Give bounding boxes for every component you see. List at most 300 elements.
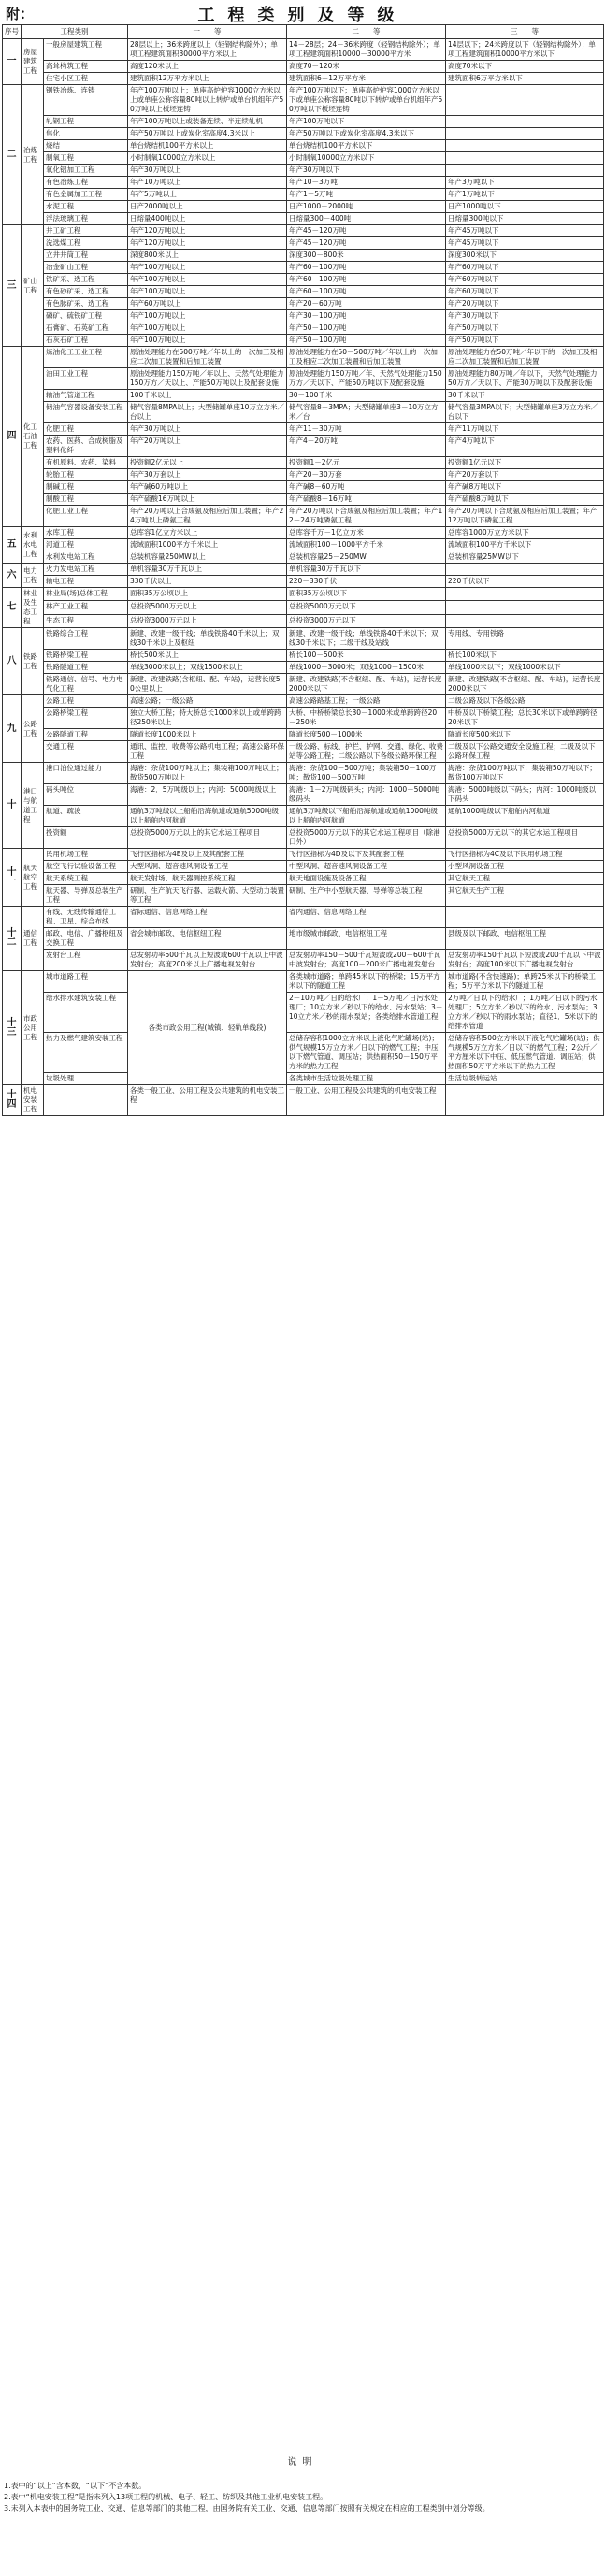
grade1-cell: 原油处理能力在500万吨／年以上的一次加工及相应二次加工装置和后加工装置 [128,347,287,368]
project-name: 城市道路工程 [44,971,128,993]
header [0,0,605,26]
table-row [3,741,604,763]
table-row [3,551,604,564]
table-row [3,298,604,310]
table-row [3,1085,604,1116]
project-name: 水库工程 [44,527,128,539]
table-row [3,827,604,849]
grade2-cell: 建筑面积6－12万平方米 [287,73,446,85]
grade1-cell: 研制、生产航天飞行器、运载火箭、大型动力装置等工程 [128,885,287,907]
table-row [3,1073,604,1085]
project-name: 火力发电站工程 [44,564,128,576]
grade3-cell: 通航1000吨级以下船舶内河航道 [446,806,604,827]
grade2-cell: 年产20－60万吨 [287,298,446,310]
grade3-cell: 年产硫酸8万吨以下 [446,494,604,506]
grade1-cell: 年产5万吨以上 [128,189,287,201]
grade2-cell: 日熔量300－400吨 [287,213,446,225]
grade3-cell: 高度70米以下 [446,61,604,73]
grade2-cell: 隧道长度500－1000米 [287,729,446,741]
table-row [3,650,604,662]
grade1-cell: 年产100万吨以上 [128,335,287,347]
table-row [3,784,604,806]
group-number: 一 [3,39,22,85]
table-header-row [3,25,604,39]
grade3-cell: 总投资5000万元以下的其它水运工程项目 [446,827,604,849]
table-row [3,237,604,250]
grade2-cell: 大桥、中桥桥梁总长30－1000米或单跨跨径20－250米 [287,708,446,729]
classification-table [2,24,604,1116]
table-row [3,262,604,274]
table-row [3,469,604,481]
grade1-cell: 新建、改建铁路(含枢纽、配、车站)，运营长度50公里以上 [128,674,287,695]
grade3-cell: 其它航天工程 [446,873,604,885]
page-title: 工程类别及等级 [197,6,408,25]
table-row [3,950,604,971]
group-number: 三 [3,225,22,347]
project-name: 航天器、导弹及总装生产工程 [44,885,128,907]
grade2-cell: 年产60－100万吨 [287,286,446,298]
project-name: 铁路隧道工程 [44,662,128,674]
grade2-cell: 原油处理能力在50－500万吨／年以上的一次加工及相应二次加工装置和后加工装置 [287,347,446,368]
grade2-cell: 年产20－30万套 [287,469,446,481]
grade1-cell: 日产2000吨以上 [128,201,287,213]
project-name: 储油气容器设备安装工程 [44,402,128,423]
grade2-cell: 各类城市生活垃圾处理工程 [287,1073,446,1085]
category-label: 化工石油工程 [22,347,44,527]
grade2-cell: 总发射功率150－500千瓦短波或200－600千瓦中波发射台；高度100－200米广播电视发射台 [287,950,446,971]
grade2-cell: 高速公路路基工程；一级公路 [287,695,446,708]
table-row [3,152,604,165]
grade1-cell: 年产100万吨以上 [128,322,287,335]
group-number: 十二 [3,907,22,971]
appendix-label: 附： [6,6,35,22]
grade3-cell: 海港：5000吨级以下码头；内河：1000吨级以下码头 [446,784,604,806]
grade2-cell: 日产1000－2000吨 [287,201,446,213]
grade1-cell: 总装机容量250MW以上 [128,551,287,564]
project-name: 焦化 [44,128,128,140]
table-row [3,189,604,201]
table-row [3,310,604,322]
grade3-cell: 隧道长度500米以下 [446,729,604,741]
grade1-cell: 省际通信、信息网络工程 [128,907,287,928]
grade2-cell: 单台烧结机100平方米以下 [287,140,446,152]
grade2-cell: 年产1－5万吨 [287,189,446,201]
grade3-cell: 深度300米以下 [446,250,604,262]
grade3-cell: 14层以下；24米跨度以下（轻钢结构除外）；单项工程建筑面积10000平方米以下 [446,39,604,61]
col-header-grade3: 三 等 [446,25,604,39]
table-row [3,873,604,885]
grade1-cell: 高度120米以上 [128,61,287,73]
grade1-cell: 总投资5000万元以上的其它水运工程项目 [128,827,287,849]
grade2-cell: 总投资5000万元以下的其它水运工程项目（除港口外） [287,827,446,849]
grade3-cell: 年产50万吨以下 [446,335,604,347]
project-name: 制碱工程 [44,481,128,494]
grade3-cell [446,601,604,614]
table-row [3,708,604,729]
grade1-cell: 年产100万吨以上 [128,274,287,286]
project-name: 氧化铝加工工程 [44,165,128,177]
grade3-cell [446,85,604,116]
category-label: 矿山工程 [22,225,44,347]
group-number: 六 [3,564,22,588]
grade2-cell: 30－100千米 [287,390,446,402]
grade3-cell: 原油处理能力80万吨／年以下，天然气处理能力50万方／天以下、产能30万吨以下及配套设施 [446,368,604,390]
project-name: 投资额 [44,827,128,849]
col-header-category: 工程类别 [22,25,128,39]
table-row [3,436,604,457]
grade2-cell: 面积35万公顷以下 [287,588,446,601]
grade2-cell: 海港：1－2万吨级码头；内河：1000－5000吨级码头 [287,784,446,806]
grade3-cell: 建筑面积6万平方米以下 [446,73,604,85]
grade3-cell: 总装机容量25MW以下 [446,551,604,564]
grade3-cell: 新建、改建铁路(不含枢纽、配、车站)，运营长度2000米以下 [446,674,604,695]
table-row [3,335,604,347]
grade2-cell: 地市级城市邮政、电信枢纽工程 [287,928,446,950]
project-name: 铁路桥梁工程 [44,650,128,662]
grade2-cell: 年产30万吨以下 [287,165,446,177]
grade3-cell: 小型风洞设备工程 [446,861,604,873]
grade3-cell: 海港：杂货100万吨以下；集装箱50万吨以下；散货100万吨以下 [446,763,604,784]
grade3-cell: 日产1000吨以下 [446,201,604,213]
grade2-cell: 深度300－800米 [287,250,446,262]
project-name: 轮胎工程 [44,469,128,481]
grade2-cell: 海港：杂货100－500万吨；集装箱50－100万吨；散货100－500万吨 [287,763,446,784]
project-name: 航道、疏浚 [44,806,128,827]
grade2-cell: 年产45－120万吨 [287,237,446,250]
grade1-cell: 海港：2．5万吨级以上；内河：5000吨级以上 [128,784,287,806]
note-item: 2.表中“机电安装工程”是指未列入13项工程的机械、电子、轻工、纺织及其他工业机电安装工程。 [4,2493,328,2501]
category-label: 通信工程 [22,907,44,971]
group-number: 十 [3,763,22,849]
grade2-cell: 总装机容量25－250MW [287,551,446,564]
table-row [3,539,604,551]
project-name: 有色冶炼工程 [44,177,128,189]
grade1-cell: 隧道长度1000米以上 [128,729,287,741]
grade2-cell: 年产30－100万吨 [287,310,446,322]
project-name: 井工矿工程 [44,225,128,237]
grade2-cell: 高度70－120米 [287,61,446,73]
grade3-cell [446,140,604,152]
notes-section [0,2454,605,2514]
project-name: 有色砂矿采、选工程 [44,286,128,298]
grade3-cell: 220千伏以下 [446,576,604,588]
table-row [3,402,604,423]
table-row [3,564,604,576]
grade1-cell: 年产100万吨以上 [128,262,287,274]
grade1-cell: 年产硫酸16万吨以上 [128,494,287,506]
grade3-cell: 总发射功率150千瓦以下短波或200千瓦以下中波发射台；高度100米以下广播电视发射台 [446,950,604,971]
grade1-cell: 日熔量400吨以上 [128,213,287,225]
grade3-cell: 总库容1000万立方米以下 [446,527,604,539]
project-name: 化肥工业工程 [44,506,128,527]
grade3-cell [446,907,604,928]
group-number: 二 [3,85,22,225]
grade1-cell: 面积35万公顷以上 [128,588,287,601]
grade1-cell: 年产30万吨以上 [128,165,287,177]
grade3-cell [446,614,604,627]
grade1-cell: 总投资5000万元以上 [128,601,287,614]
grade3-cell [446,116,604,128]
grade1-cell: 年产100万吨以上 [128,286,287,298]
grade3-cell: 县级及以下邮政、电信枢纽工程 [446,928,604,950]
group-number: 五 [3,527,22,564]
grade2-cell: 单机容量30万千瓦以下 [287,564,446,576]
grade3-cell: 二级及以下公路交通安全设施工程；二级及以下公路环保工程 [446,741,604,763]
grade3-cell: 年产20万套以下 [446,469,604,481]
project-name: 交通工程 [44,741,128,763]
table-row [3,885,604,907]
project-name: 铁路综合工程 [44,628,128,650]
grade1-cell: 大型风洞、超音速风洞设备工程 [128,861,287,873]
grade3-cell: 总储存容积500立方米以下液化气贮罐场(站)；供气规模5万立方米／日以下的燃气工程；2公斤／平方厘米以下中压、低压燃气管道、调压站；供热面积50万平方米以下的热力工程 [446,1033,604,1073]
table-row [3,729,604,741]
project-name: 有色脉矿采、选工程 [44,298,128,310]
grade2-cell: 一级公路、标线、护栏、护网、交通、绿化、收费站等公路工程；二级公路以下各级公路环保工程 [287,741,446,763]
project-name: 有线、无线传输通信工程、卫星、综合布线 [44,907,128,928]
category-label: 市政公用工程 [22,971,44,1085]
project-name: 钢铁冶炼、连铸 [44,85,128,116]
project-name: 垃圾处理 [44,1073,128,1085]
grade3-cell: 年产60万吨以下 [446,286,604,298]
grade3-cell: 年产3万吨以下 [446,177,604,189]
table-row [3,763,604,784]
table-row [3,993,604,1033]
category-label: 水利水电工程 [22,527,44,564]
project-name: 公路工程 [44,695,128,708]
project-name: 水利发电站工程 [44,551,128,564]
project-name: 磷矿、硫铁矿工程 [44,310,128,322]
grade2-cell: 年产碱8－60万吨 [287,481,446,494]
grade3-cell: 专用线、专用铁路 [446,628,604,650]
project-name: 输电工程 [44,576,128,588]
grade3-cell: 投资额1亿元以下 [446,457,604,469]
grade3-cell: 二级公路及以下各级公路 [446,695,604,708]
grade2-cell: 新建、改建铁路(不含枢纽、配、车站)，运营长度2000米以下 [287,674,446,695]
project-name: 洗选煤工程 [44,237,128,250]
grade3-cell [446,1085,604,1116]
project-name: 生态工程 [44,614,128,627]
grade1-cell: 28层以上；36米跨度以上（轻钢结构除外）；单项工程建筑面积30000平方米以上 [128,39,287,61]
grade3-cell: 年产50万吨以下 [446,322,604,335]
project-name [44,1085,128,1116]
grade3-cell: 年产60万吨以下 [446,262,604,274]
project-name: 石灰石矿工程 [44,335,128,347]
grade1-cell: 各类一般工业、公用工程及公共建筑的机电安装工程 [128,1085,287,1116]
grade1-cell: 年产120万吨以上 [128,225,287,237]
grade2-cell: 投资额1－2亿元 [287,457,446,469]
table-row [3,225,604,237]
table-body [3,39,604,1116]
table-row [3,177,604,189]
grade2-cell: 年产100万吨以下 [287,116,446,128]
grade2-cell: 年产4－20万吨 [287,436,446,457]
table-row [3,213,604,225]
grade1-cell: 新建、改建一级干线；单线铁路40千米以上；双线30千米以上及枢纽 [128,628,287,650]
project-name: 发射台工程 [44,950,128,971]
table-row [3,494,604,506]
grade2-cell: 2－10万吨／日的给水厂；1－5万吨／日污水处理厂；10立方米／秒以下的给水、污水泵站；3－10立方米／秒的雨水泵站；各类给排水管道工程 [287,993,446,1033]
grade3-cell: 年产20万吨以下合成氨及相应后加工装置；年产12万吨以下磷氨工程 [446,506,604,527]
grade1-cell: 年产30万吨以上 [128,423,287,436]
grade2-cell: 年产11－30万吨 [287,423,446,436]
project-name: 林产工业工程 [44,601,128,614]
table-row [3,849,604,861]
grade1-cell: 330千伏以上 [128,576,287,588]
grade3-cell: 桥长100米以下 [446,650,604,662]
table-row [3,695,604,708]
table-row [3,576,604,588]
table-row [3,928,604,950]
grade3-cell: 其它航天生产工程 [446,885,604,907]
grade1-cell: 年产100万吨以上；单座高炉炉容1000立方米以上或单座公称容量80吨以上转炉或单台机组年产50万吨以上板坯连铸 [128,85,287,116]
project-name: 港口泊位通过能力 [44,763,128,784]
project-name: 航天系统工程 [44,873,128,885]
grade2-cell: 220－330千伏 [287,576,446,588]
grade3-cell [446,152,604,165]
grade1-cell: 年产30万套以上 [128,469,287,481]
project-name: 河道工程 [44,539,128,551]
grade1-cell: 桥长500米以上 [128,650,287,662]
project-name: 公路隧道工程 [44,729,128,741]
grade1-cell: 总库容1亿立方米以上 [128,527,287,539]
grade2-cell: 原油处理能力150万吨／年、天然气处理能力150万方／天以下、产能50万吨以下及配套设施 [287,368,446,390]
project-name: 油田工业工程 [44,368,128,390]
group-number: 十四 [3,1085,22,1116]
table-row [3,614,604,627]
grade2-cell: 研制、生产中小型航天器、导弹等总装工程 [287,885,446,907]
grade1-cell: 单台烧结机100平方米以上 [128,140,287,152]
grade3-cell: 年产4万吨以下 [446,436,604,457]
grade1-cell: 年产10万吨以上 [128,177,287,189]
project-name: 高耸构筑工程 [44,61,128,73]
project-name: 码头吨位 [44,784,128,806]
table-row [3,286,604,298]
grade2-cell: 年产50万吨以下或炭化室高度4.3米以下 [287,128,446,140]
project-name: 农药、医药、合成树脂及塑料化纤 [44,436,128,457]
grade2-cell: 年产60－100万吨 [287,262,446,274]
project-name: 公路桥梁工程 [44,708,128,729]
grade1-cell: 独立大桥工程；特大桥总长1000米以上或单跨跨径250米以上 [128,708,287,729]
grade1-cell: 海港：杂货100万吨以上；集装箱100万吨以上；散货500万吨以上 [128,763,287,784]
group-number: 九 [3,695,22,763]
grade1-cell: 深度800米以上 [128,250,287,262]
project-name: 输油气管道工程 [44,390,128,402]
table-row [3,201,604,213]
project-name: 烧结 [44,140,128,152]
grade1-cell: 通航3万吨级以上船舶沿海航道或通航5000吨级以上船舶内河航道 [128,806,287,827]
grade1-cell: 年产碱60万吨以上 [128,481,287,494]
grade2-cell: 总投资5000万元以下 [287,601,446,614]
grade2-cell: 年产45－120万吨 [287,225,446,237]
project-name: 林业局(场)总体工程 [44,588,128,601]
project-name: 制酸工程 [44,494,128,506]
table-row [3,73,604,85]
grade3-cell: 年产45万吨以下 [446,237,604,250]
grade2-cell: 年产20万吨以下合成氨及相应后加工装置；年产12－24万吨磷氨工程 [287,506,446,527]
grade3-cell: 2万吨／日以下的给水厂；1万吨／日以下的污水处理厂；5立方米／秒以下的给水、污水泵站；3立方米／秒以下的雨水泵站；直径1．5米以下的给排水管道 [446,993,604,1033]
grade1-cell: 年产20万吨以上 [128,436,287,457]
grade3-cell: 年产45万吨以下 [446,225,604,237]
table-row [3,140,604,152]
grade3-cell: 中桥及以下桥梁工程；总长30米以下或单跨跨径20米以下 [446,708,604,729]
table-row [3,61,604,73]
table-row [3,907,604,928]
table-row [3,1033,604,1073]
grade3-cell: 生活垃圾转运站 [446,1073,604,1085]
grade2-cell: 省内通信、信息网络工程 [287,907,446,928]
grade3-cell: 储气容量3MPA以下；大型储罐单座3万立方米／台以下 [446,402,604,423]
category-label: 港口与航道工程 [22,763,44,849]
category-label: 公路工程 [22,695,44,763]
grade1-cell: 总发射功率500千瓦以上短波或600千瓦以上中波发射台；高度200米以上广播电视发射台 [128,950,287,971]
col-header-grade2: 二 等 [287,25,446,39]
grade3-cell: 日熔量300吨以下 [446,213,604,225]
grade3-cell: 年产20万吨以下 [446,298,604,310]
project-name: 一般房屋建筑工程 [44,39,128,61]
table-row [3,250,604,262]
grade3-cell: 30千米以下 [446,390,604,402]
project-name: 炼油化工工业工程 [44,347,128,368]
group-number: 八 [3,628,22,695]
grade1-merged: 各类市政公用工程(城镇、轻轨单线段) [128,971,287,1085]
grade1-cell: 高速公路；一级公路 [128,695,287,708]
grade1-cell: 年产100万吨以上或装备连续、半连续轧机 [128,116,287,128]
grade2-cell: 总投资3000万元以下 [287,614,446,627]
project-name: 住宅小区工程 [44,73,128,85]
grade2-cell: 总储存容积1000立方米以上液化气贮罐场(站)；供气规模15万立方米／日以下的燃气工程；中压以下燃气管道、调压站；供热面积50－150万平方米的热力工程 [287,1033,446,1073]
grade1-cell: 年产20万吨以上合成氨及相应后加工装置；年产24万吨以上磷氨工程 [128,506,287,527]
notes-title: 说明 [287,2457,318,2468]
grade1-cell: 总投资3000万元以上 [128,614,287,627]
project-name: 冶金矿山工程 [44,262,128,274]
grade2-cell: 中型风洞、超音速风洞设备工程 [287,861,446,873]
grade2-cell: 流域面积100－1000平方千米 [287,539,446,551]
table-row [3,601,604,614]
project-name: 有色金属加工工程 [44,189,128,201]
group-number: 四 [3,347,22,527]
category-label: 铁路工程 [22,628,44,695]
project-name: 立井井筒工程 [44,250,128,262]
grade2-cell: 航天地面设施及设备工程 [287,873,446,885]
grade1-cell: 省会城市邮政、电信枢纽工程 [128,928,287,950]
category-label: 冶炼工程 [22,85,44,225]
grade1-cell: 流域面积1000平方千米以上 [128,539,287,551]
table-row [3,322,604,335]
grade2-cell: 飞行区指标为4D及以下及其配套工程 [287,849,446,861]
project-name: 水泥工程 [44,201,128,213]
grade2-cell: 年产60－100万吨 [287,274,446,286]
group-number: 十三 [3,971,22,1085]
project-name: 石膏矿、石英矿工程 [44,322,128,335]
grade1-cell: 航天发射场、航天器测控系统工程 [128,873,287,885]
category-label: 房屋建筑工程 [22,39,44,85]
grade2-cell: 小时制氧10000立方米以下 [287,152,446,165]
grade2-cell: 年产50－100万吨 [287,322,446,335]
category-label: 机电安装工程 [22,1085,44,1116]
grade1-cell: 年产50万吨以上或炭化室高度4.3米以上 [128,128,287,140]
grade2-cell: 年产50－100万吨 [287,335,446,347]
project-name: 浮法玻璃工程 [44,213,128,225]
grade3-cell: 飞行区指标为4C及以下民用机场工程 [446,849,604,861]
table-row [3,85,604,116]
project-name: 铁路通信、信号、电力电气化工程 [44,674,128,695]
category-label: 电力工程 [22,564,44,588]
note-item: 1.表中的“以上”含本数，“以下”不含本数。 [4,2482,147,2490]
table-row [3,128,604,140]
grade1-cell: 100千米以上 [128,390,287,402]
grade3-cell: 原油处理能力在50万吨／年以下的一次加工及相应二次加工装置和后加工装置 [446,347,604,368]
grade1-cell: 飞行区指标为4E及以上及其配套工程 [128,849,287,861]
